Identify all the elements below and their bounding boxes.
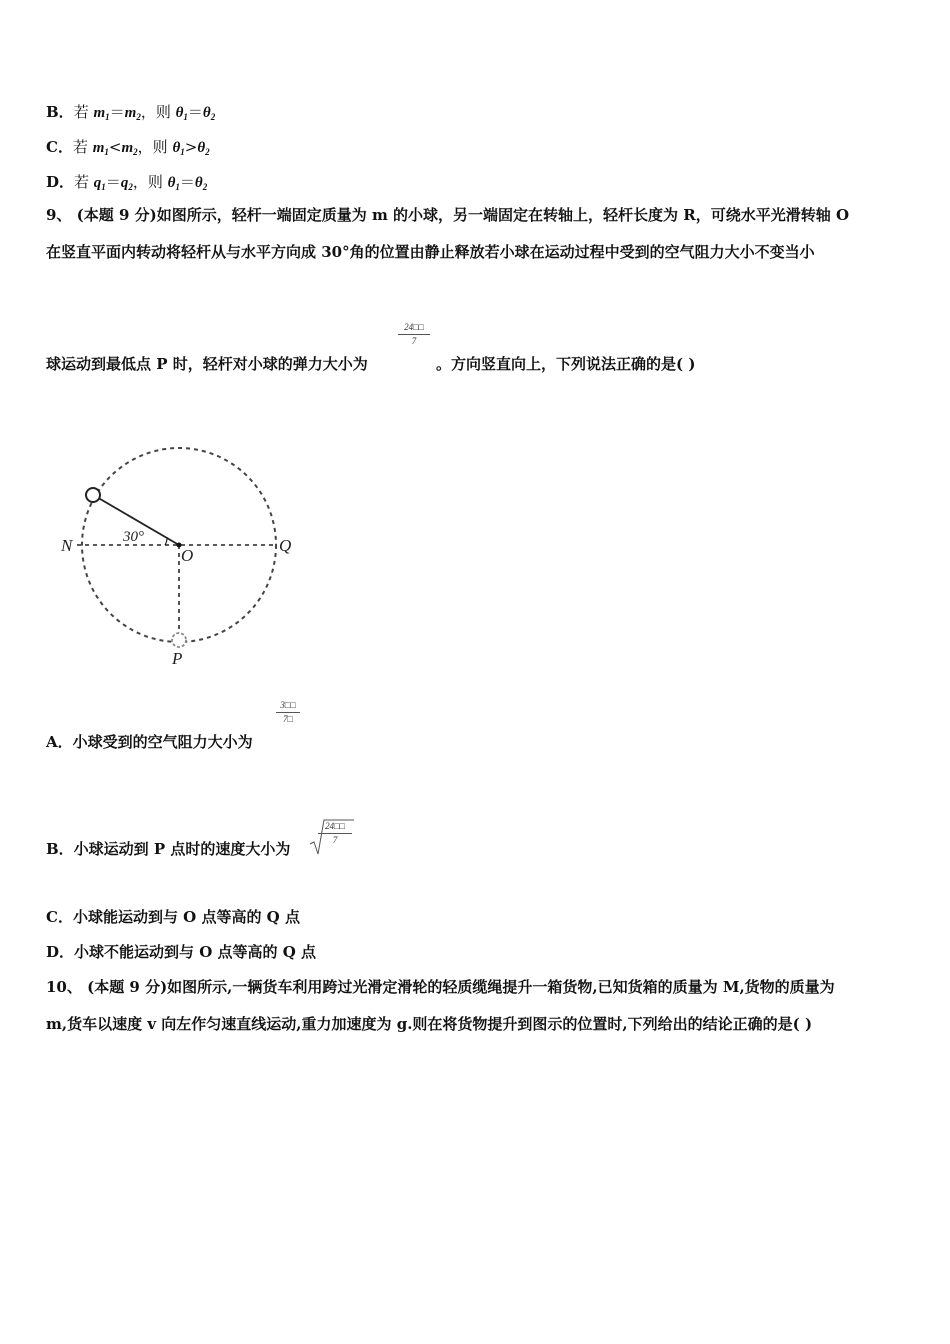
q9-stem-line1: 9、 (本题 9 分)如图所示，轻杆一端固定质量为 m 的小球，另一端固定在转轴上，轻杆长度为 R，可绕水平光滑转轴 O xyxy=(46,206,850,224)
q9-option-d: D．小球不能运动到与 O 点等高的 Q 点 xyxy=(46,943,317,961)
q9-option-a-fraction: 3□□ 7□ xyxy=(276,700,300,725)
q9-main-fraction: 24□□ 7 xyxy=(398,322,430,347)
label-p: P xyxy=(172,649,183,668)
q9-circle-figure xyxy=(55,440,315,670)
q10-stem-line1: 10、 (本题 9 分)如图所示,一辆货车利用跨过光滑定滑轮的轻质缆绳提升一箱货物,已知货箱的质量为 M,货物的质量为 xyxy=(46,978,835,996)
q8-option-c: C．若 $m_1<m_2$，则 $\theta_1>\theta_2$ xyxy=(46,138,210,157)
label-angle: 30° xyxy=(123,529,144,545)
q9-stem-line2: 在竖直平面内转动将轻杆从与水平方向成 30°角的位置由静止释放若小球在运动过程中受到的空气阻力大小不变当小 xyxy=(46,243,815,261)
label-n: N xyxy=(61,536,73,555)
label-q: Q xyxy=(279,536,292,555)
ball-bottom xyxy=(172,633,186,647)
label-o: O xyxy=(181,546,194,565)
q10-stem-line2: m,货车以速度 v 向左作匀速直线运动,重力加速度为 g.则在将货物提升到图示的位置时,下列给出的结论正确的是( ) xyxy=(46,1015,813,1033)
q9-stem-line3-a: 球运动到最低点 P 时，轻杆对小球的弹力大小为 xyxy=(46,355,368,373)
q9-option-b: B．小球运动到 P 点时的速度大小为 xyxy=(46,840,291,858)
q8-option-d: D．若 $q_1=q_2$，则 $\theta_1=\theta_2$ xyxy=(46,173,208,192)
q9-stem-line3-b: 。方向竖直向上，下列说法正确的是( ) xyxy=(436,355,696,373)
ball-start xyxy=(86,488,100,502)
q9-option-b-fraction: 24□□ 7 xyxy=(318,821,352,846)
q9-option-a: A．小球受到的空气阻力大小为 xyxy=(46,733,253,751)
q8-option-b: B．若 $m_1=m_2$，则 $\theta_1=\theta_2$ xyxy=(46,103,216,122)
q9-option-c: C．小球能运动到与 O 点等高的 Q 点 xyxy=(46,908,300,926)
